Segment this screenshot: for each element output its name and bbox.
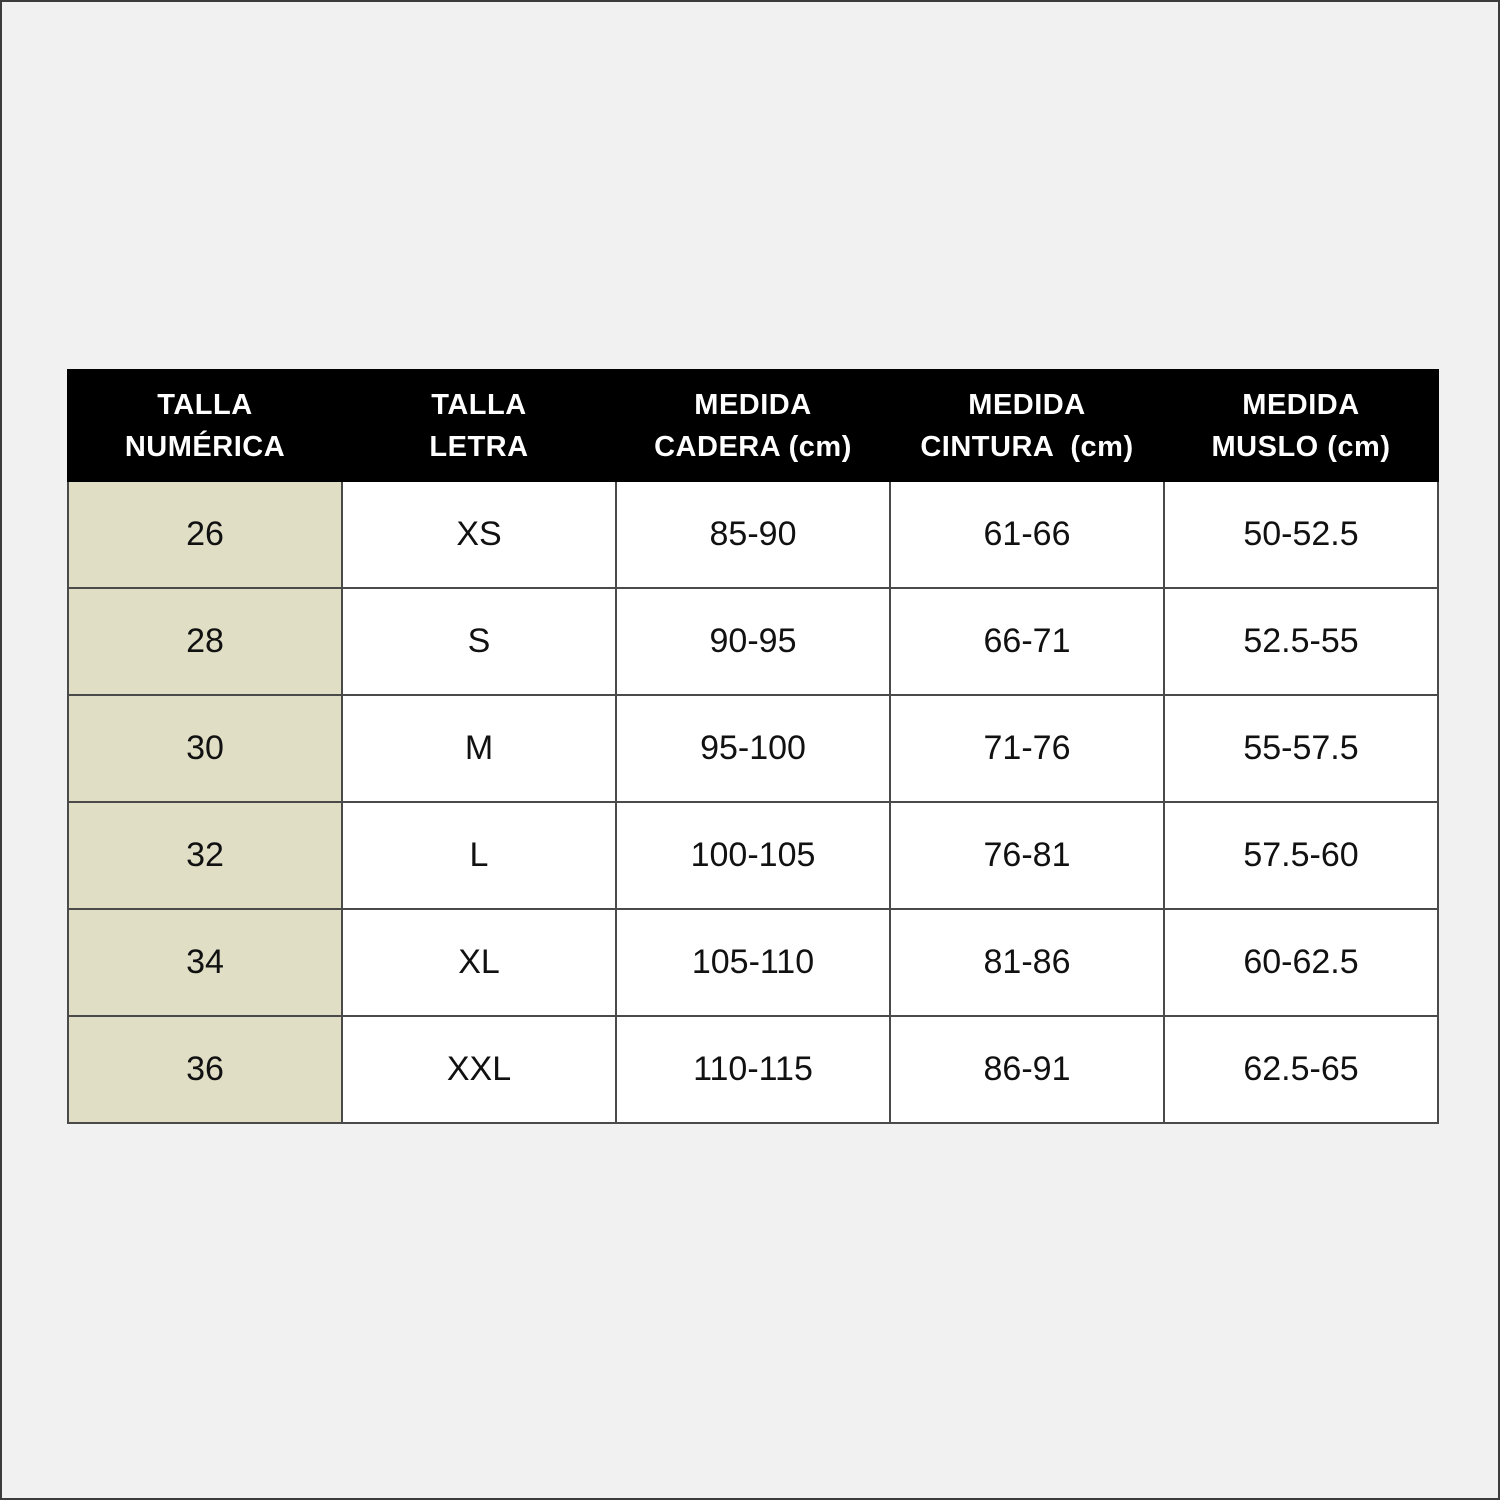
talla-letra-cell: XS <box>342 481 616 588</box>
header-line: TALLA <box>157 388 253 421</box>
cadera-cell: 95-100 <box>616 695 890 802</box>
cadera-cell: 90-95 <box>616 588 890 695</box>
table-header <box>68 370 1438 481</box>
muslo-cell: 60-62.5 <box>1164 909 1438 1016</box>
header-line: TALLA <box>431 388 527 421</box>
header-row <box>68 370 1438 481</box>
table-row <box>68 802 1438 909</box>
header-line: LETRA <box>429 430 529 463</box>
table-row <box>68 1016 1438 1123</box>
cadera-cell: 110-115 <box>616 1016 890 1123</box>
header-line: MEDIDA <box>968 388 1086 421</box>
muslo-cell: 55-57.5 <box>1164 695 1438 802</box>
cadera-cell: 105-110 <box>616 909 890 1016</box>
size-chart-table <box>67 369 1439 1124</box>
table-row <box>68 909 1438 1016</box>
muslo-cell: 57.5-60 <box>1164 802 1438 909</box>
header-medida-cintura <box>890 370 1164 481</box>
talla-numerica-cell: 30 <box>68 695 342 802</box>
header-line: CADERA (cm) <box>654 430 852 463</box>
table-row <box>68 695 1438 802</box>
talla-numerica-cell: 34 <box>68 909 342 1016</box>
cintura-cell: 66-71 <box>890 588 1164 695</box>
table-body <box>68 481 1438 1123</box>
header-line: MEDIDA <box>1242 388 1360 421</box>
cintura-cell: 71-76 <box>890 695 1164 802</box>
header-line: MEDIDA <box>694 388 812 421</box>
cadera-cell: 85-90 <box>616 481 890 588</box>
talla-numerica-cell: 32 <box>68 802 342 909</box>
header-talla-numerica <box>68 370 342 481</box>
header-talla-letra <box>342 370 616 481</box>
talla-letra-cell: L <box>342 802 616 909</box>
talla-numerica-cell: 26 <box>68 481 342 588</box>
header-line: MUSLO (cm) <box>1211 430 1391 463</box>
header-line: CINTURA (cm) <box>920 430 1134 463</box>
muslo-cell: 52.5-55 <box>1164 588 1438 695</box>
cintura-cell: 86-91 <box>890 1016 1164 1123</box>
cadera-cell: 100-105 <box>616 802 890 909</box>
cintura-cell: 81-86 <box>890 909 1164 1016</box>
talla-numerica-cell: 36 <box>68 1016 342 1123</box>
header-medida-cadera <box>616 370 890 481</box>
cintura-cell: 76-81 <box>890 802 1164 909</box>
talla-numerica-cell: 28 <box>68 588 342 695</box>
header-medida-muslo <box>1164 370 1438 481</box>
muslo-cell: 50-52.5 <box>1164 481 1438 588</box>
table-row <box>68 481 1438 588</box>
talla-letra-cell: M <box>342 695 616 802</box>
muslo-cell: 62.5-65 <box>1164 1016 1438 1123</box>
talla-letra-cell: XXL <box>342 1016 616 1123</box>
table-row <box>68 588 1438 695</box>
cintura-cell: 61-66 <box>890 481 1164 588</box>
talla-letra-cell: XL <box>342 909 616 1016</box>
header-line: NUMÉRICA <box>124 430 286 463</box>
talla-letra-cell: S <box>342 588 616 695</box>
